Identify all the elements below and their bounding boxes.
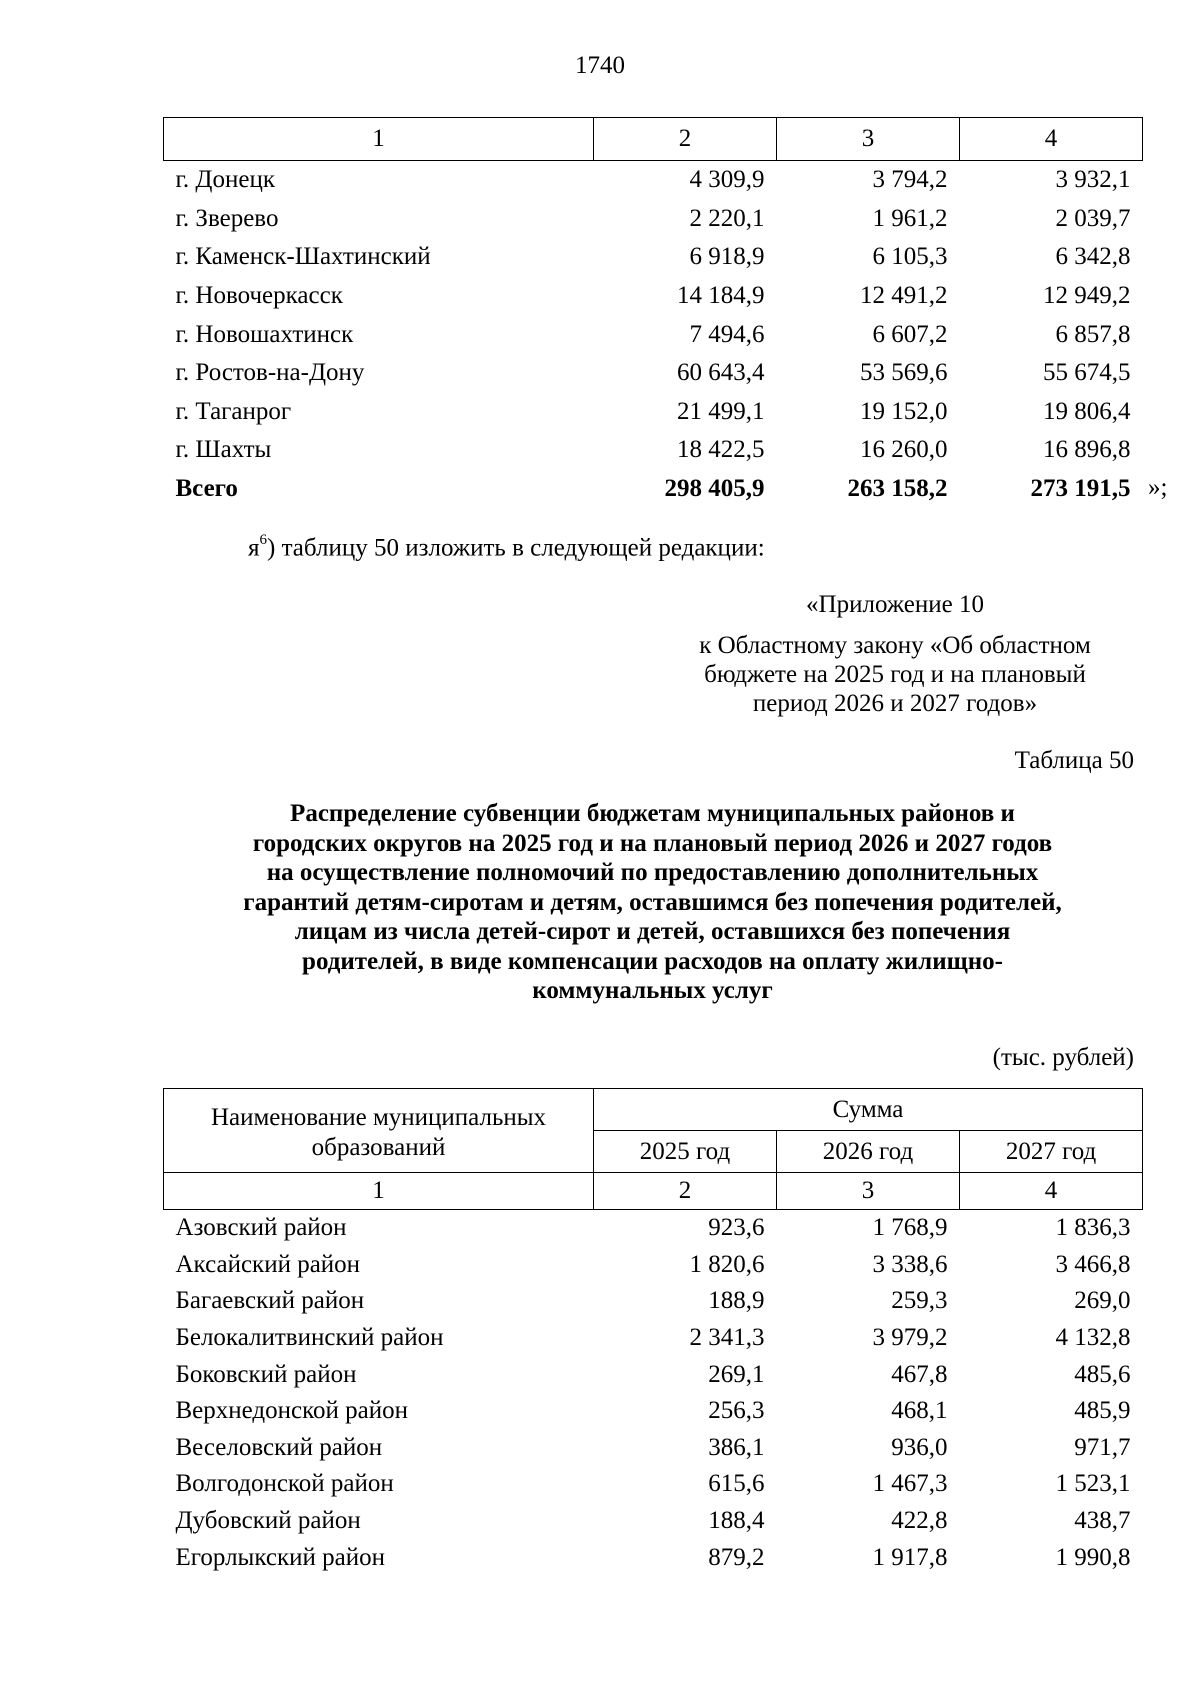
total-2026: 263 158,2 xyxy=(847,475,948,503)
table-row xyxy=(164,1539,1143,1576)
table-row xyxy=(164,1393,1143,1430)
table-title xyxy=(160,799,1145,1006)
table-row xyxy=(164,354,1143,393)
instruction-text: ) таблицу 50 изложить в следующей редакции: xyxy=(267,534,765,562)
title-line: городских округов на 2025 год и на плановый период 2026 и 2027 годов xyxy=(252,829,1053,857)
table-header-row xyxy=(164,1089,1143,1131)
table-row xyxy=(164,161,1143,200)
value-2027: 485,9 xyxy=(1074,1397,1131,1425)
appendix-title: «Приложение 10 xyxy=(806,591,984,618)
table-row xyxy=(164,431,1143,470)
row-name: г. Каменск-Шахтинский xyxy=(175,243,431,271)
value-2025: 615,6 xyxy=(708,1470,765,1498)
col-num-2: 2 xyxy=(594,118,777,161)
value-2026: 3 794,2 xyxy=(872,166,948,194)
table-row xyxy=(164,200,1143,239)
appendix-law-line2: бюджете на 2025 год и на плановый xyxy=(704,661,1086,688)
row-name: г. Донецк xyxy=(175,166,275,194)
value-2027: 55 674,5 xyxy=(1043,359,1131,387)
row-name: г. Новочеркасск xyxy=(175,282,343,310)
value-2025: 4 309,9 xyxy=(689,166,765,194)
value-2025: 188,4 xyxy=(708,1507,765,1535)
value-2027: 19 806,4 xyxy=(1043,397,1131,425)
value-2026: 1 467,3 xyxy=(872,1470,948,1498)
total-row xyxy=(164,470,1143,509)
col-num-1: 1 xyxy=(164,1173,594,1210)
value-2026: 468,1 xyxy=(891,1397,948,1425)
value-2026: 1 961,2 xyxy=(872,204,948,232)
value-2026: 6 105,3 xyxy=(872,243,948,271)
value-2026: 422,8 xyxy=(891,1507,948,1535)
total-2027: 273 191,5 xyxy=(1030,475,1131,503)
row-name: Белокалитвинский район xyxy=(175,1324,444,1352)
value-2026: 1 917,8 xyxy=(872,1543,948,1571)
total-2025: 298 405,9 xyxy=(664,475,765,503)
value-2026: 259,3 xyxy=(891,1287,948,1315)
col-num-2: 2 xyxy=(594,1173,777,1210)
instruction-superscript: 6 xyxy=(259,532,267,548)
title-line: родителей, в виде компенсации расходов на оплату жилищно- xyxy=(302,947,1003,975)
value-2027: 3 466,8 xyxy=(1055,1250,1131,1278)
value-2027: 6 857,8 xyxy=(1055,320,1131,348)
table-cities xyxy=(163,117,1143,508)
table-row xyxy=(164,1210,1143,1247)
table-row xyxy=(164,1430,1143,1467)
value-2027: 4 132,8 xyxy=(1055,1324,1131,1352)
table-row xyxy=(164,238,1143,277)
header-name-line2: образований xyxy=(311,1133,446,1161)
value-2027: 971,7 xyxy=(1074,1433,1131,1461)
instruction-prefix: я xyxy=(248,534,260,562)
header-name xyxy=(164,1089,594,1173)
table-row xyxy=(164,1247,1143,1284)
value-2025: 256,3 xyxy=(708,1397,765,1425)
value-2026: 6 607,2 xyxy=(872,320,948,348)
col-num-3: 3 xyxy=(777,1173,960,1210)
value-2027: 1 523,1 xyxy=(1055,1470,1131,1498)
closing-quote: »; xyxy=(1148,474,1168,501)
appendix-reference xyxy=(650,590,1140,718)
row-name: Азовский район xyxy=(175,1214,347,1242)
row-name: Аксайский район xyxy=(175,1250,361,1278)
col-num-3: 3 xyxy=(777,118,960,161)
value-2026: 3 338,6 xyxy=(872,1250,948,1278)
value-2027: 16 896,8 xyxy=(1043,436,1131,464)
value-2025: 2 220,1 xyxy=(689,204,765,232)
table-row xyxy=(164,1503,1143,1540)
value-2027: 1 990,8 xyxy=(1055,1543,1131,1571)
title-line: Распределение субвенции бюджетам муниципальных районов и xyxy=(290,800,1015,827)
page-number: 1740 xyxy=(575,52,625,79)
value-2025: 7 494,6 xyxy=(689,320,765,348)
row-name: Верхнедонской район xyxy=(175,1397,408,1425)
value-2026: 936,0 xyxy=(891,1433,948,1461)
value-2025: 18 422,5 xyxy=(677,436,765,464)
value-2026: 467,8 xyxy=(891,1360,948,1388)
value-2027: 3 932,1 xyxy=(1055,166,1131,194)
table-row xyxy=(164,1466,1143,1503)
title-line: гарантий детям-сиротам и детям, оставшимся без попечения родителей, xyxy=(243,888,1062,916)
row-name: г. Зверево xyxy=(175,204,279,232)
appendix-law-line1: к Областному закону «Об областном xyxy=(699,632,1091,659)
value-2026: 19 152,0 xyxy=(860,397,948,425)
table-row xyxy=(164,1283,1143,1320)
row-name: Багаевский район xyxy=(175,1287,365,1315)
value-2025: 923,6 xyxy=(708,1214,765,1242)
table-header-nums xyxy=(164,1173,1143,1210)
col-num-1: 1 xyxy=(164,118,594,161)
value-2026: 16 260,0 xyxy=(860,436,948,464)
table-row xyxy=(164,277,1143,316)
header-year-2026: 2026 год xyxy=(777,1131,960,1173)
row-name: г. Шахты xyxy=(175,436,272,464)
col-num-4: 4 xyxy=(960,1173,1143,1210)
header-sum: Сумма xyxy=(594,1089,1143,1131)
value-2025: 60 643,4 xyxy=(677,359,765,387)
value-2027: 12 949,2 xyxy=(1043,282,1131,310)
row-name: г. Новошахтинск xyxy=(175,320,354,348)
value-2025: 188,9 xyxy=(708,1287,765,1315)
table-districts xyxy=(163,1088,1143,1576)
row-name: Боковский район xyxy=(175,1360,357,1388)
row-name: Егорлыкский район xyxy=(175,1543,385,1571)
value-2027: 2 039,7 xyxy=(1055,204,1131,232)
total-label: Всего xyxy=(175,475,238,503)
value-2025: 14 184,9 xyxy=(677,282,765,310)
value-2026: 1 768,9 xyxy=(872,1214,948,1242)
value-2026: 3 979,2 xyxy=(872,1324,948,1352)
value-2025: 21 499,1 xyxy=(677,397,765,425)
value-2027: 485,6 xyxy=(1074,1360,1131,1388)
table-row xyxy=(164,1356,1143,1393)
row-name: Волгодонской район xyxy=(175,1470,394,1498)
header-year-2027: 2027 год xyxy=(960,1131,1143,1173)
value-2027: 269,0 xyxy=(1074,1287,1131,1315)
units-label: (тыс. рублей) xyxy=(992,1044,1134,1071)
row-name: Дубовский район xyxy=(175,1507,361,1535)
value-2027: 438,7 xyxy=(1074,1507,1131,1535)
appendix-law-line3: период 2026 и 2027 годов» xyxy=(752,690,1038,717)
row-name: Веселовский район xyxy=(175,1433,383,1461)
value-2026: 53 569,6 xyxy=(860,359,948,387)
value-2025: 879,2 xyxy=(708,1543,765,1571)
table-header-row xyxy=(164,118,1143,161)
value-2025: 2 341,3 xyxy=(689,1324,765,1352)
title-line: коммунальных услуг xyxy=(532,977,773,1004)
value-2025: 386,1 xyxy=(708,1433,765,1461)
amendment-instruction xyxy=(248,534,765,562)
value-2026: 12 491,2 xyxy=(860,282,948,310)
table-row xyxy=(164,1320,1143,1357)
value-2025: 269,1 xyxy=(708,1360,765,1388)
header-name-line1: Наименование муниципальных xyxy=(210,1103,547,1131)
col-num-4: 4 xyxy=(960,118,1143,161)
value-2025: 6 918,9 xyxy=(689,243,765,271)
value-2027: 1 836,3 xyxy=(1055,1214,1131,1242)
row-name: г. Таганрог xyxy=(175,397,292,425)
table-label: Таблица 50 xyxy=(1014,747,1134,774)
value-2027: 6 342,8 xyxy=(1055,243,1131,271)
table-row xyxy=(164,315,1143,354)
value-2025: 1 820,6 xyxy=(689,1250,765,1278)
row-name: г. Ростов-на-Дону xyxy=(175,359,365,387)
table-row xyxy=(164,393,1143,432)
title-line: лицам из числа детей-сирот и детей, оставшихся без попечения xyxy=(294,918,1011,945)
title-line: на осуществление полномочий по предоставлению дополнительных xyxy=(266,859,1039,886)
header-year-2025: 2025 год xyxy=(594,1131,777,1173)
